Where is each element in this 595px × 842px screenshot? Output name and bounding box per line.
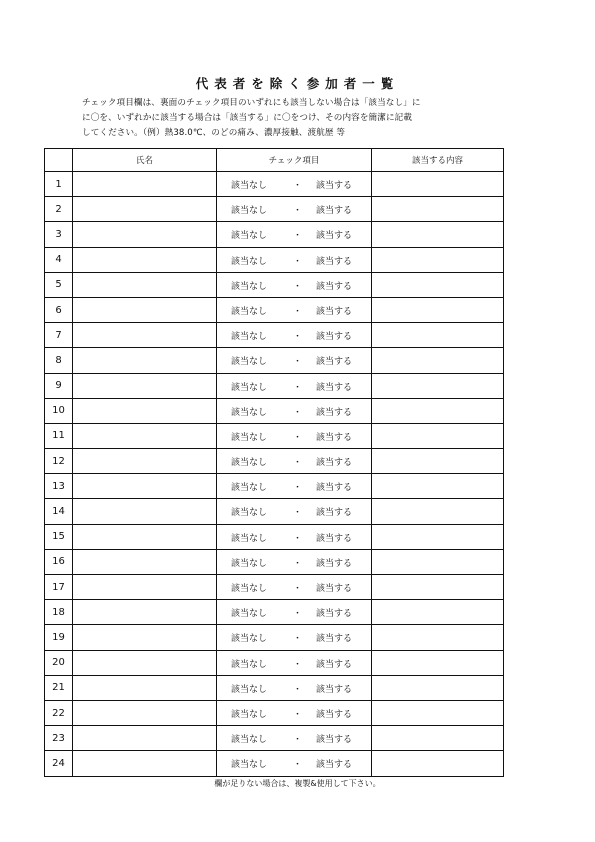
check-cell (217, 650, 372, 675)
name-cell[interactable] (73, 423, 217, 448)
detail-cell[interactable] (372, 373, 504, 398)
check-cell (217, 625, 372, 650)
option-separator: ・ (293, 231, 303, 242)
check-cell (217, 323, 372, 348)
row-number: 22 (45, 700, 73, 725)
option-not-applicable[interactable]: 該当なし (231, 684, 268, 695)
option-not-applicable[interactable]: 該当なし (231, 231, 268, 242)
row-number: 6 (45, 297, 73, 322)
detail-cell[interactable] (372, 726, 504, 751)
option-not-applicable[interactable]: 該当なし (231, 508, 268, 519)
check-cell (217, 247, 372, 272)
option-applicable[interactable]: 該当する (316, 458, 353, 469)
table-row (45, 323, 504, 348)
option-separator: ・ (293, 382, 303, 393)
option-separator: ・ (293, 584, 303, 594)
check-cell (217, 449, 372, 474)
check-cell (217, 297, 372, 322)
check-cell (217, 474, 372, 499)
row-number: 23 (45, 726, 73, 751)
check-cell (217, 272, 372, 297)
row-number: 4 (45, 247, 73, 272)
detail-cell[interactable] (372, 751, 504, 776)
option-not-applicable[interactable]: 該当なし (231, 332, 268, 343)
row-number: 10 (45, 398, 73, 423)
check-cell (217, 575, 372, 600)
table-row (45, 524, 504, 549)
option-applicable[interactable]: 該当する (316, 709, 353, 720)
option-separator: ・ (293, 684, 303, 695)
row-number: 18 (45, 600, 73, 625)
table-row (45, 499, 504, 524)
option-applicable[interactable]: 該当する (316, 634, 353, 645)
detail-cell[interactable] (372, 423, 504, 448)
option-applicable[interactable]: 該当する (316, 609, 353, 620)
header-detail: 該当する内容 (372, 149, 504, 172)
option-not-applicable[interactable]: 該当なし (231, 206, 268, 217)
name-cell[interactable] (73, 675, 217, 700)
row-number: 1 (45, 172, 73, 197)
option-applicable[interactable]: 該当する (316, 231, 353, 242)
row-number: 12 (45, 449, 73, 474)
detail-cell[interactable] (372, 398, 504, 423)
row-number: 13 (45, 474, 73, 499)
detail-cell[interactable] (372, 575, 504, 600)
detail-cell[interactable] (372, 222, 504, 247)
option-separator: ・ (293, 206, 303, 217)
detail-cell[interactable] (372, 449, 504, 474)
name-cell[interactable] (73, 222, 217, 247)
detail-cell[interactable] (372, 675, 504, 700)
option-not-applicable[interactable]: 該当なし (231, 659, 268, 670)
table-row (45, 625, 504, 650)
check-cell (217, 398, 372, 423)
table-row (45, 751, 504, 776)
instruction-line: に〇を、いずれかに該当する場合は「該当する」に〇をつけ、その内容を簡潔に記載 (82, 113, 413, 123)
option-applicable[interactable]: 該当する (316, 407, 353, 418)
name-cell[interactable] (73, 323, 217, 348)
option-applicable[interactable]: 該当する (316, 508, 353, 519)
detail-cell[interactable] (372, 247, 504, 272)
name-cell[interactable] (73, 600, 217, 625)
header-name: 氏名 (73, 149, 217, 172)
option-not-applicable[interactable]: 該当なし (231, 634, 268, 645)
name-cell[interactable] (73, 247, 217, 272)
option-applicable[interactable]: 該当する (316, 256, 353, 267)
option-separator: ・ (293, 609, 303, 620)
check-cell (217, 172, 372, 197)
name-cell[interactable] (73, 575, 217, 600)
option-applicable[interactable]: 該当する (316, 584, 353, 594)
table-header-row (45, 149, 504, 172)
table-row (45, 675, 504, 700)
option-not-applicable[interactable]: 該当なし (231, 709, 268, 720)
check-cell (217, 600, 372, 625)
option-separator: ・ (293, 735, 303, 746)
option-separator: ・ (293, 760, 303, 771)
table-row (45, 297, 504, 322)
table-row (45, 348, 504, 373)
row-number: 15 (45, 524, 73, 549)
option-applicable[interactable]: 該当する (316, 432, 353, 443)
name-cell[interactable] (73, 700, 217, 725)
option-not-applicable[interactable]: 該当なし (231, 281, 268, 292)
row-number: 8 (45, 348, 73, 373)
table-row (45, 600, 504, 625)
option-separator: ・ (293, 659, 303, 670)
table-row (45, 222, 504, 247)
check-cell (217, 423, 372, 448)
option-separator: ・ (293, 508, 303, 519)
name-cell[interactable] (73, 348, 217, 373)
option-separator: ・ (293, 181, 303, 191)
row-number: 21 (45, 675, 73, 700)
option-not-applicable[interactable]: 該当なし (231, 458, 268, 469)
name-cell[interactable] (73, 625, 217, 650)
check-cell (217, 675, 372, 700)
detail-cell[interactable] (372, 524, 504, 549)
check-cell (217, 197, 372, 222)
option-not-applicable[interactable]: 該当なし (231, 533, 268, 544)
check-cell (217, 373, 372, 398)
option-applicable[interactable]: 該当する (316, 684, 353, 695)
table-row (45, 272, 504, 297)
option-not-applicable[interactable]: 該当なし (231, 609, 268, 620)
instruction-line: してください。（例）熱38.0℃、のどの痛み、濃厚接触、渡航歴 等 (82, 128, 346, 138)
name-cell[interactable] (73, 524, 217, 549)
detail-cell[interactable] (372, 650, 504, 675)
detail-cell[interactable] (372, 549, 504, 574)
option-not-applicable[interactable]: 該当なし (231, 558, 268, 569)
detail-cell[interactable] (372, 474, 504, 499)
table-row (45, 650, 504, 675)
option-not-applicable[interactable]: 該当なし (231, 256, 268, 267)
instruction-line: チェック項目欄は、裏面のチェック項目のいずれにも該当しない場合は「該当なし」に (82, 98, 421, 108)
detail-cell[interactable] (372, 272, 504, 297)
option-separator: ・ (293, 558, 303, 569)
table-row (45, 726, 504, 751)
detail-cell[interactable] (372, 499, 504, 524)
check-cell (217, 524, 372, 549)
option-applicable[interactable]: 該当する (316, 760, 353, 771)
check-cell (217, 222, 372, 247)
option-not-applicable[interactable]: 該当なし (231, 584, 268, 594)
option-separator: ・ (293, 332, 303, 343)
detail-cell[interactable] (372, 625, 504, 650)
detail-cell[interactable] (372, 348, 504, 373)
instructions (82, 96, 512, 141)
row-number: 16 (45, 549, 73, 574)
option-separator: ・ (293, 357, 303, 368)
detail-cell[interactable] (372, 323, 504, 348)
page-title: 代表者を除く参加者一覧 (195, 76, 400, 91)
name-cell[interactable] (73, 373, 217, 398)
row-number: 11 (45, 423, 73, 448)
option-applicable[interactable]: 該当する (316, 483, 353, 494)
name-cell[interactable] (73, 751, 217, 776)
row-number: 9 (45, 373, 73, 398)
name-cell[interactable] (73, 549, 217, 574)
option-separator: ・ (293, 407, 303, 418)
check-cell (217, 549, 372, 574)
option-separator: ・ (293, 256, 303, 267)
option-not-applicable[interactable]: 該当なし (231, 432, 268, 443)
option-applicable[interactable]: 該当する (316, 206, 353, 217)
option-separator: ・ (293, 458, 303, 469)
table-row (45, 575, 504, 600)
name-cell[interactable] (73, 726, 217, 751)
detail-cell[interactable] (372, 197, 504, 222)
table-row (45, 423, 504, 448)
option-not-applicable[interactable]: 該当なし (231, 382, 268, 393)
table-row (45, 373, 504, 398)
name-cell[interactable] (73, 172, 217, 197)
option-applicable[interactable]: 該当する (316, 735, 353, 746)
option-applicable[interactable]: 該当する (316, 181, 353, 191)
option-applicable[interactable]: 該当する (316, 659, 353, 670)
footnote: 欄が足りない場合は、複製&使用して下さい。 (214, 779, 381, 788)
option-applicable[interactable]: 該当する (316, 558, 353, 569)
row-number: 24 (45, 751, 73, 776)
name-cell[interactable] (73, 197, 217, 222)
option-not-applicable[interactable]: 該当なし (231, 760, 268, 771)
option-not-applicable[interactable]: 該当なし (231, 735, 268, 746)
name-cell[interactable] (73, 650, 217, 675)
option-separator: ・ (293, 533, 303, 544)
table-row (45, 172, 504, 197)
row-number: 7 (45, 323, 73, 348)
row-number: 2 (45, 197, 73, 222)
name-cell[interactable] (73, 474, 217, 499)
row-number: 14 (45, 499, 73, 524)
row-number: 3 (45, 222, 73, 247)
row-number: 19 (45, 625, 73, 650)
option-not-applicable[interactable]: 該当なし (231, 483, 268, 494)
name-cell[interactable] (73, 398, 217, 423)
name-cell[interactable] (73, 272, 217, 297)
name-cell[interactable] (73, 499, 217, 524)
option-applicable[interactable]: 該当する (316, 533, 353, 544)
row-number: 5 (45, 272, 73, 297)
row-number: 20 (45, 650, 73, 675)
header-number (45, 149, 73, 172)
table-row (45, 197, 504, 222)
option-separator: ・ (293, 483, 303, 494)
option-applicable[interactable]: 該当する (316, 382, 353, 393)
option-not-applicable[interactable]: 該当なし (231, 407, 268, 418)
option-not-applicable[interactable]: 該当なし (231, 357, 268, 368)
detail-cell[interactable] (372, 172, 504, 197)
option-separator: ・ (293, 634, 303, 645)
table-row (45, 398, 504, 423)
option-applicable[interactable]: 該当する (316, 332, 353, 343)
table-row (45, 474, 504, 499)
check-cell (217, 700, 372, 725)
option-applicable[interactable]: 該当する (316, 281, 353, 292)
option-separator: ・ (293, 709, 303, 720)
check-cell (217, 499, 372, 524)
name-cell[interactable] (73, 449, 217, 474)
option-not-applicable[interactable]: 該当なし (231, 306, 268, 317)
option-separator: ・ (293, 306, 303, 317)
detail-cell[interactable] (372, 700, 504, 725)
check-cell (217, 348, 372, 373)
table-row (45, 247, 504, 272)
option-separator: ・ (293, 432, 303, 443)
option-not-applicable[interactable]: 該当なし (231, 181, 268, 191)
header-check: チェック項目 (217, 149, 372, 172)
table-row (45, 700, 504, 725)
option-separator: ・ (293, 281, 303, 292)
table-row (45, 449, 504, 474)
option-applicable[interactable]: 該当する (316, 306, 353, 317)
table-row (45, 549, 504, 574)
detail-cell[interactable] (372, 297, 504, 322)
detail-cell[interactable] (372, 600, 504, 625)
check-cell (217, 751, 372, 776)
check-cell (217, 726, 372, 751)
row-number: 17 (45, 575, 73, 600)
name-cell[interactable] (73, 297, 217, 322)
option-applicable[interactable]: 該当する (316, 357, 353, 368)
participant-table (44, 148, 504, 777)
